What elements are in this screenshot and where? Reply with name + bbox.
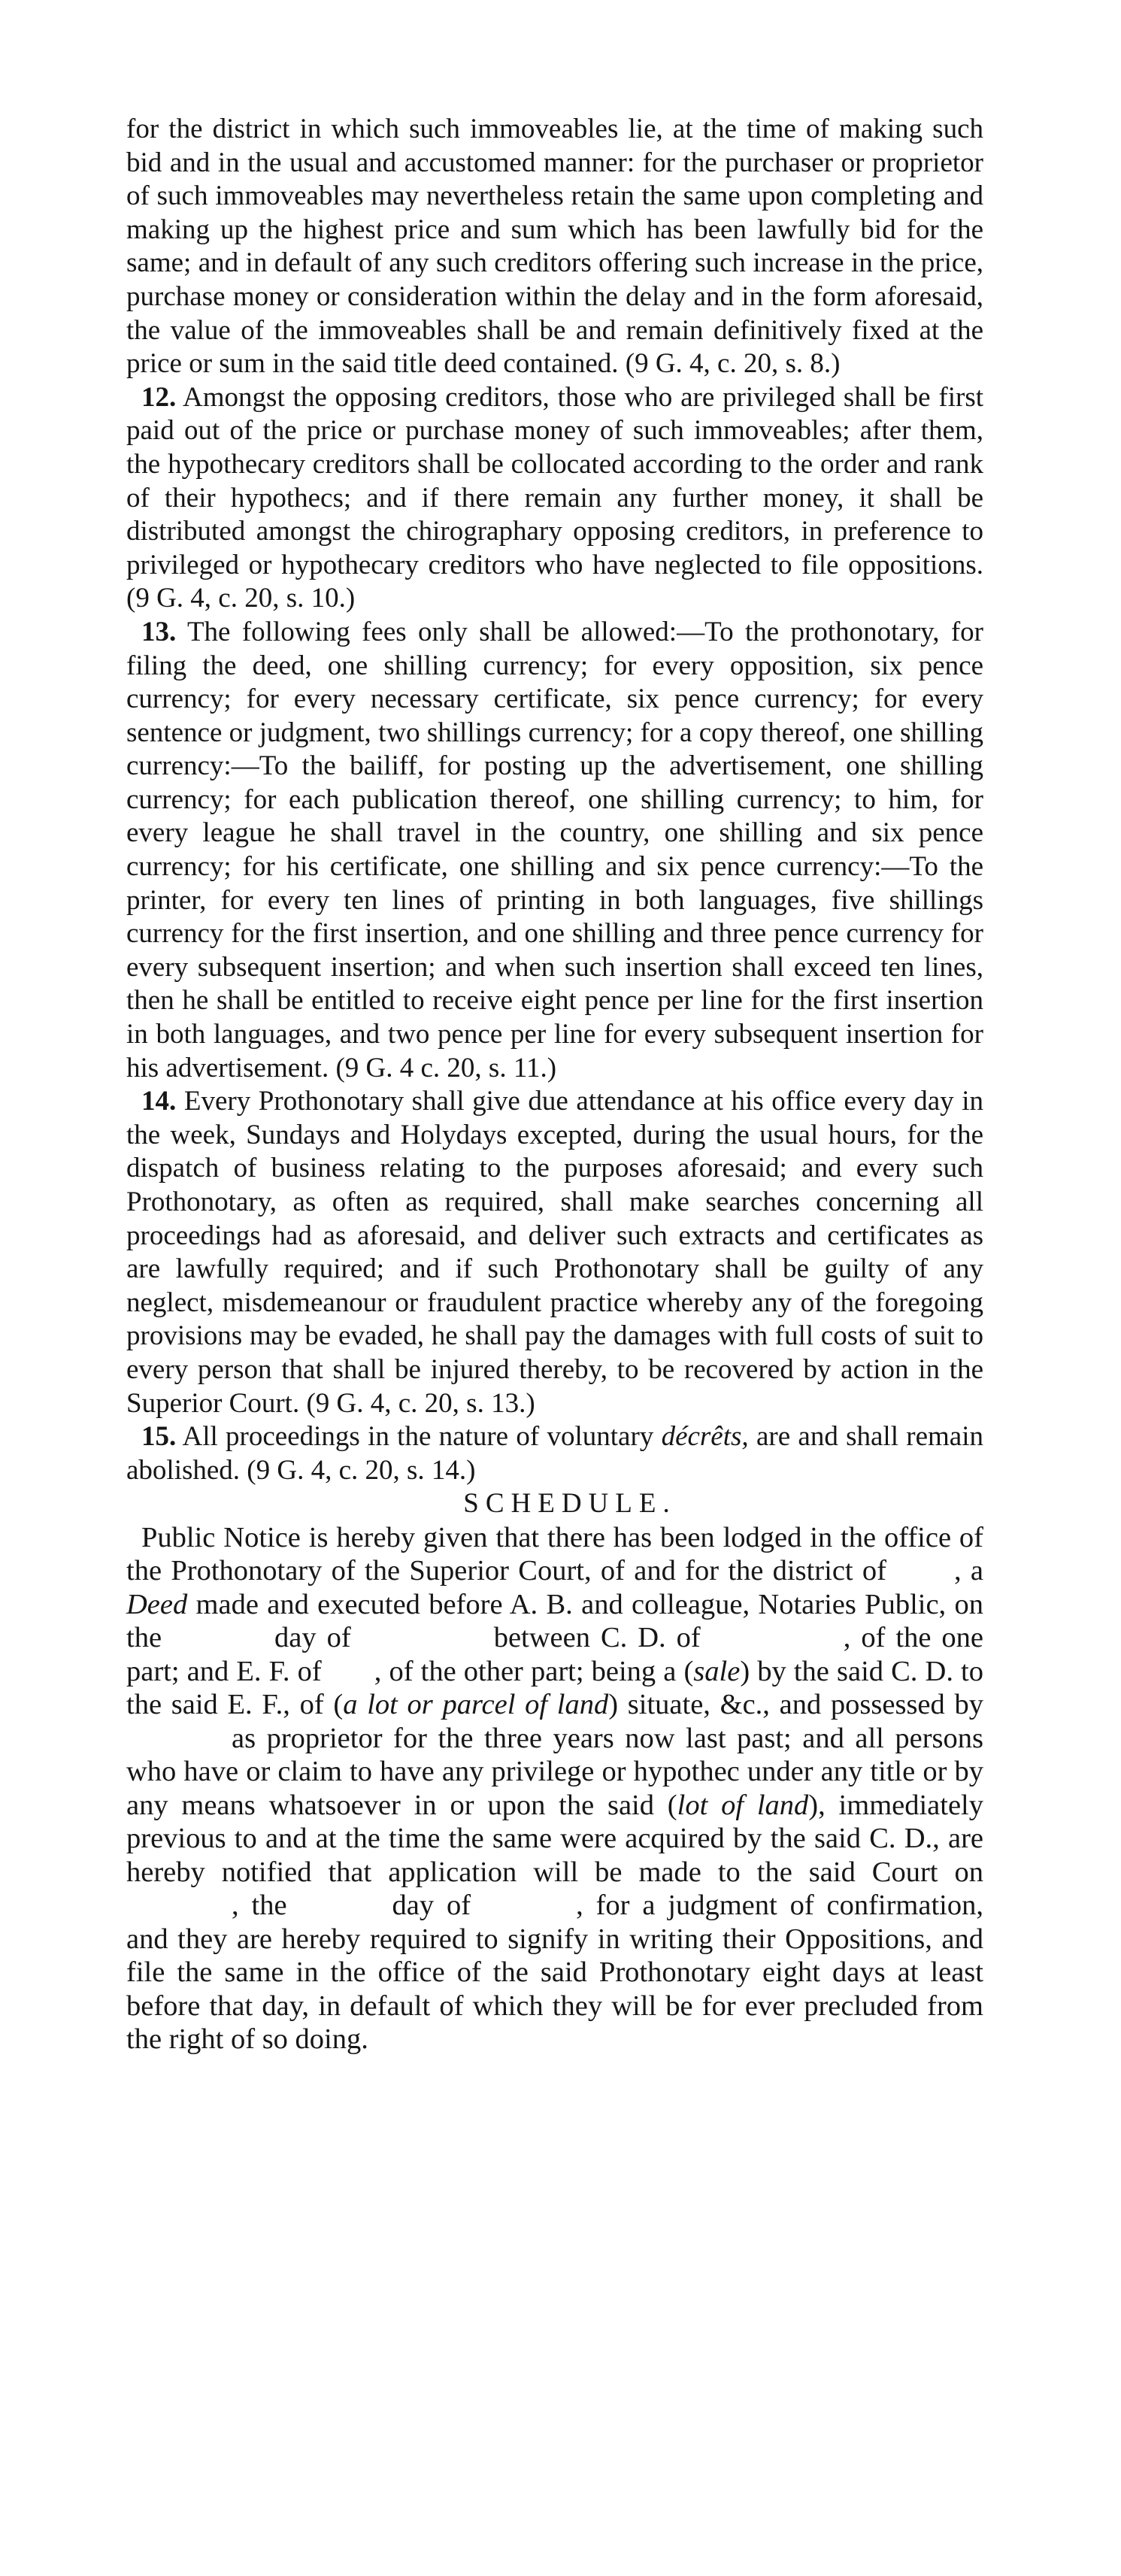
notice-italic: Deed (126, 1588, 188, 1620)
section-number: 14. (141, 1086, 177, 1117)
schedule-notice (126, 1521, 983, 2056)
section-text: are and shall remain abolished. (9 G. 4, c. 20, s. 14.) (126, 1421, 983, 1486)
notice-text: as proprietor for the three years now last past; and all persons who have or claim to have any privilege or hypothec under any title or by any means whatsoever in or upon the said ( (126, 1722, 983, 1821)
section-text: All proceedings in the nature of voluntary (182, 1421, 654, 1453)
notice-text: Public Notice is hereby given that there has been lodged in the office of the Prothonotary of the Superior Court, of and for the district of (126, 1521, 983, 1587)
section-number: 15. (141, 1421, 177, 1453)
notice-text: day of (392, 1890, 471, 1922)
notice-italic: lot of land (677, 1789, 809, 1821)
notice-text: ) situate, &c., and possessed by (608, 1689, 983, 1721)
section-italic-term: décrêts, (661, 1421, 749, 1453)
statute-page (126, 113, 983, 2056)
notice-text: ) by the said C. D. to the said E. F., of ( (126, 1655, 983, 1721)
notice-italic: sale (693, 1655, 741, 1687)
notice-text: between C. D. of (493, 1622, 701, 1654)
section-text: Amongst the opposing creditors, those who are privileged shall be first paid out of the price or purchase money of such immoveables; after them, the hypothecary creditors shall be collocated according to the order and rank of their hypothecs; and if there remain any further money, it shall be distributed amongst the chirographary opposing creditors, in preference to privileged or hypothecary creditors who have neglected to file oppositions. (9 G. 4, c. 20, s. 10.) (126, 381, 983, 614)
notice-text: day of (274, 1622, 351, 1654)
section-text: The following fees only shall be allowed:—To the prothonotary, for filing the deed, one shilling currency; for every opposition, six pence currency; for every necessary certificate, six pence currency; for every sentence or judgment, two shillings currency; for a copy thereof, one shilling currency:—To the bailiff, for posting up the advertisement, one shilling currency; for each publication thereof, one shilling currency; to him, for every league he shall travel in the country, one shilling and six pence currency; for his certificate, one shilling and six pence currency:—To the printer, for every ten lines of printing in both languages, five shillings currency for the first insertion, and one shilling and three pence currency for every subsequent insertion; and when such insertion shall exceed ten lines, then he shall be entitled to receive eight pence per line for the first insertion in both languages, and two pence per line for every subsequent insertion for his advertisement. (9 G. 4 c. 20, s. 11.) (126, 616, 983, 1083)
notice-text: made and executed before A. B. and colleague, Notaries Public, on the (126, 1588, 983, 1654)
notice-text: , a (953, 1555, 983, 1587)
section-14 (126, 1085, 983, 1420)
notice-italic: a lot or parcel of land (343, 1689, 609, 1721)
section-13 (126, 616, 983, 1085)
section-12 (126, 381, 983, 616)
schedule-heading: SCHEDULE. (463, 1488, 677, 1520)
section-text: Every Prothonotary shall give due attendance at his office every day in the week, Sundays and Holydays excepted, during the usual hours, for the dispatch of business relating to the purposes aforesaid; and every such Prothonotary, as often as required, shall make searches concerning all proceedings had as aforesaid, and deliver such extracts and certificates as are lawfully required; and if such Prothonotary shall be guilty of any neglect, misdemeanour or fraudulent practice whereby any of the foregoing provisions may be evaded, he shall pay the damages with full costs of suit to every person that shall be injured thereby, to be recovered by action in the Superior Court. (9 G. 4, c. 20, s. 13.) (126, 1086, 984, 1419)
notice-text: , of the other part; being a ( (374, 1655, 694, 1687)
notice-text: ), immediately previous to and at the time the same were acquired by the said C. D., are hereby notified that application will be made to the said Court on (126, 1789, 983, 1888)
notice-text: for a judgment of confirmation, and they are hereby required to signify in writing their Oppositions, and file the same in the office of the said Prothonotary eight days at least before that day, in default of which they will be for ever precluded from the right of so doing. (126, 1890, 983, 2056)
notice-text: , of the one part; and E. F. of (126, 1622, 983, 1687)
section-15 (126, 1420, 983, 1487)
notice-text: , the (232, 1890, 287, 1922)
section-number: 12. (141, 381, 177, 413)
section-number: 13. (141, 616, 177, 647)
continued-paragraph: for the district in which such immoveables lie, at the time of making such bid and in the usual and accustomed manner: for the purchaser or proprietor of such immoveables may nevertheless retain the same upon completing and making up the highest price and sum which has been lawfully bid for the same; and in default of any such creditors offering such increase in the price, purchase money or consideration within the delay and in the form aforesaid, the value of the immoveables shall be and remain definitively fixed at the price or sum in the said title deed contained. (9 G. 4, c. 20, s. 8.) (126, 114, 983, 380)
notice-text: , (576, 1890, 583, 1922)
